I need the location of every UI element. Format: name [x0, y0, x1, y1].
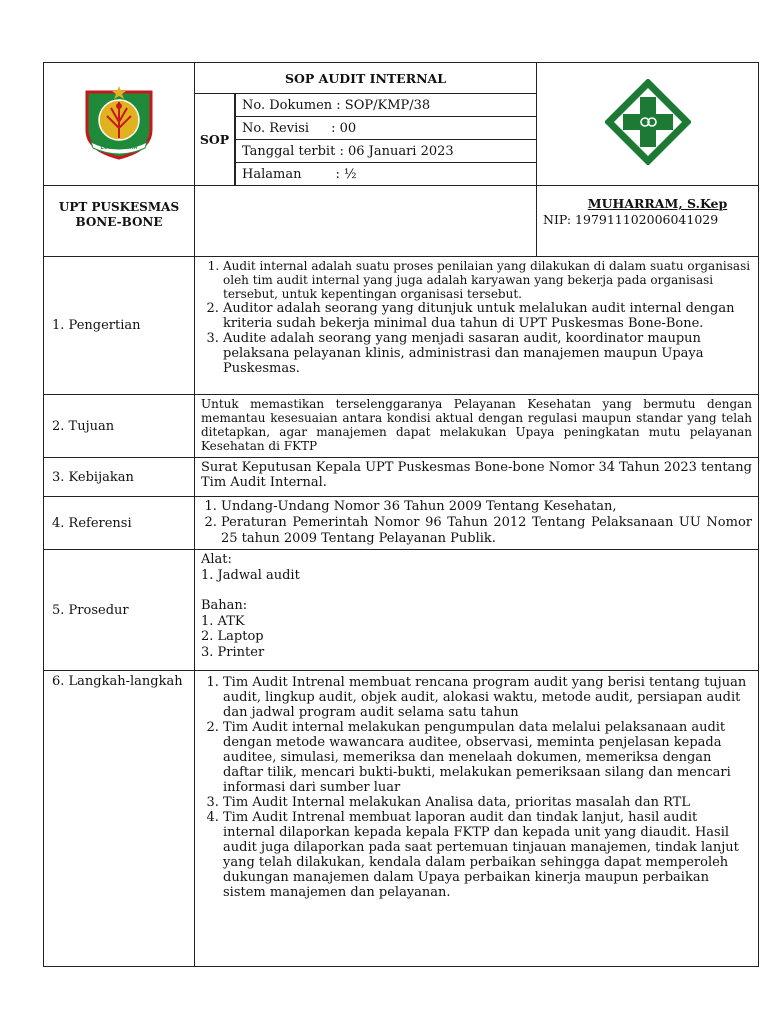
section-content-prosedur [195, 550, 759, 671]
meta-page: Halaman : ½ [236, 163, 537, 186]
signer-nip: NIP: 197911102006041029 [543, 212, 719, 227]
regional-emblem-icon [79, 82, 159, 162]
section-content-referensi [195, 497, 759, 550]
document-meta [235, 94, 536, 185]
section-content-tujuan: Untuk memastikan terselenggaranya Pelayanan Kesehatan yang bermutu dengan memantau kesesuaian antara kondisi aktual dengan regulasi maupun standar yang telah ditetapkan, agar manajemen dapat melakukan Upaya peningkatan mutu pelayanan Kesehatan di FKTP [195, 395, 759, 458]
sop-document [43, 62, 758, 967]
section-label-kebijakan: 3. Kebijakan [44, 458, 195, 497]
meta-issue-date: Tanggal terbit : 06 Januari 2023 [236, 140, 537, 163]
pengertian-item: 3. Audite adalah seorang yang menjadi sasaran audit, koordinator maupun pelaksana pelayanan klinis, administrasi dan manajemen maupun Upaya Puskesmas. [223, 331, 752, 376]
referensi-item: 1. Undang-Undang Nomor 36 Tahun 2009 Tentang Kesehatan, [221, 499, 752, 515]
signer-name: MUHARRAM, S.Kep [587, 196, 728, 211]
langkah-item: 4. Tim Audit Intrenal membuat laporan audit dan tindak lanjut, hasil audit internal dilaporkan kepada kepala FKTP dan kepada unit yang diaudit. Hasil audit juga dilaporkan pada saat pertemuan tinjauan manajemen, tindak lanjut yang telah dilakukan, kendala dalam perbaikan sehingga dapat memperoleh dukungan manajemen dalam Upaya perbaikan kinerja maupun perbaikan sistem manajemen dan pelayanan. [223, 810, 752, 900]
bahan-item: 3. Printer [201, 644, 265, 660]
bahan-title: Bahan: [201, 598, 248, 613]
signer-block [537, 186, 759, 257]
bahan-item: 1. ATK [201, 613, 245, 629]
pengertian-item: 1. Audit internal adalah suatu proses penilaian yang dilakukan di dalam suatu organisasi oleh tim audit internal yang juga adalah karyawan yang bekerja pada organisasi tersebut, untuk kepentingan organisasi tersebut. [223, 259, 752, 301]
section-label-referensi: 4. Referensi [44, 497, 195, 550]
section-content-kebijakan: Surat Keputusan Kepala UPT Puskesmas Bone-bone Nomor 34 Tahun 2023 tentang Tim Audit Internal. [195, 458, 759, 497]
regional-emblem-cell [44, 63, 195, 186]
health-cross-logo-icon [605, 79, 691, 165]
blank-cell [195, 186, 537, 257]
sop-table [43, 62, 759, 967]
sop-label: SOP [195, 94, 235, 186]
document-meta-cell [235, 94, 537, 186]
referensi-item: 2. Peraturan Pemerintah Nomor 96 Tahun 2012 Tentang Pelaksanaan UU Nomor 25 tahun 2009 Tentang Pelayanan Publik. [221, 515, 752, 547]
section-label-pengertian: 1. Pengertian [44, 257, 195, 395]
alat-title: Alat: [201, 552, 232, 567]
section-label-tujuan: 2. Tujuan [44, 395, 195, 458]
langkah-item: 2. Tim Audit internal melakukan pengumpulan data melalui pelaksanaan audit dengan metode wawancara auditee, observasi, meminta penjelasan kepada auditee, simulasi, memeriksa dan menelaah dokumen, memeriksa dengan daftar tilik, mencari bukti-bukti, melakukan pemeriksaan silang dan mencari informasi dari sumber luar [223, 720, 752, 795]
alat-item: 1. Jadwal audit [201, 567, 300, 583]
langkah-item: 1. Tim Audit Intrenal membuat rencana program audit yang berisi tentang tujuan audit, lingkup audit, objek audit, alokasi waktu, metode audit, persiapan audit dan jadwal program audit selama satu tahun [223, 675, 752, 720]
health-cross-logo-cell [537, 63, 759, 186]
section-content-pengertian [195, 257, 759, 395]
unit-name: UPT PUSKESMAS BONE-BONE [44, 186, 195, 257]
section-label-langkah: 6. Langkah-langkah [44, 671, 195, 967]
bahan-item: 2. Laptop [201, 629, 264, 644]
section-content-langkah [195, 671, 759, 967]
langkah-item: 3. Tim Audit Internal melakukan Analisa data, prioritas masalah dan RTL [223, 795, 752, 810]
meta-revision: No. Revisi : 00 [236, 117, 537, 140]
section-label-prosedur: 5. Prosedur [44, 550, 195, 671]
document-title: SOP AUDIT INTERNAL [195, 63, 537, 94]
meta-doc-number: No. Dokumen : SOP/KMP/38 [236, 94, 537, 117]
emblem-text: LUWU UTARA [100, 145, 138, 151]
pengertian-item: 2. Auditor adalah seorang yang ditunjuk untuk melalukan audit internal dengan kriteria sudah bekerja minimal dua tahun di UPT Puskesmas Bone-Bone. [223, 301, 752, 331]
